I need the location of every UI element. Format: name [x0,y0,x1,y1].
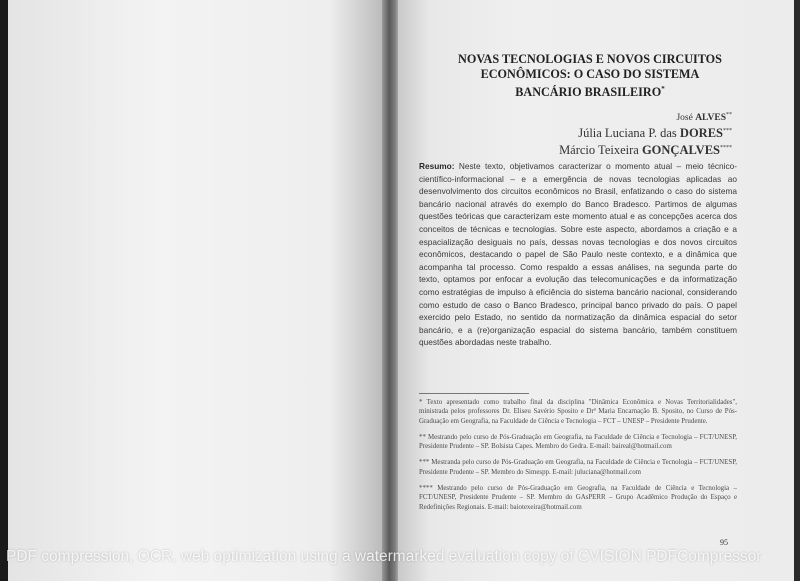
title-line-3 [420,82,760,100]
author-3-mark: **** [720,145,732,152]
author-1-surname: ALVES [695,113,726,124]
author-3 [480,141,732,158]
author-list [480,109,732,158]
footnote-1: * Texto apresentado como trabalho final da disciplina "Dinâmica Econômica e Novas Territorialidades", ministrada pelos professores Dr. Eliseu Savério Sposito e Drª Maria Encarnação B. Sposito, no Curso de Pós-Graduação em Geografia, na Faculdade de Ciência e Tecnologia – FCT – UNESP – Presidente Prudente. [419,399,737,425]
abstract-text: Neste texto, objetivamos caracterizar o momento atual – meio técnico-científico-informacional – e a emergência de novas tecnologias aplicadas ao desenvolvimento dos circuitos econômicos no Brasil, enfatizando o caso do sistema bancário nacional através do exemplo do Banco Bradesco. Partimos de algumas questões teóricas que caracterizam este momento atual e as concepções acerca dos conceitos de técnicas e tecnologias. Sobre este aspecto, abordamos a criação e a espacialização desiguais no país, dessas novas tecnologias e dos novos circuitos econômicos, destacando o papel de São Paulo neste contexto, e a dinâmica que acompanha tal processo. Como respaldo a essas análises, na segunda parte do texto, optamos por enfocar a evolução das telecomunicações e da informatização como estratégias de impulso à eficiência do sistema bancário nacional, considerando como estudo de caso o Banco Bradesco, principal banco privado do país. O papel exercido pelo Estado, no sentido da normatização da dinâmica espacial do setor bancário, e a (re)organização espacial do sistema bancário, também constituem questões abordadas neste trabalho. [419,161,738,348]
author-1 [480,109,732,124]
author-2-given: Júlia Luciana P. das [578,126,680,141]
footnote-4: **** Mestrando pelo curso de Pós-Graduação em Geografia, na Faculdade de Ciência e Tecnologia – FCT/UNESP, Presidente Prudente – SP. Membro do GAsPERR – Grupo Acadêmico Produção do Espaço e Redefinições Regionais. E-mail: baiotexeira@hotmail.com [419,485,737,511]
abstract-label: Resumo: [419,161,455,171]
watermark-banner: PDF compression, OCR, web optimization using a watermarked evaluation copy of CVISION PDFCompressor [6,548,762,565]
footnotes [419,398,737,519]
title-line-2: ECONÔMICOS: O CASO DO SISTEMA [480,67,700,81]
author-1-given: José [676,113,696,124]
author-2 [480,124,732,141]
title-line-3-text: BANCÁRIO BRASILEIRO [515,85,662,100]
footnote-divider [419,393,529,394]
abstract [419,160,737,349]
title-line-1: NOVAS TECNOLOGIAS E NOVOS CIRCUITOS [458,52,722,66]
article-title [420,52,760,100]
author-3-given: Márcio Teixeira [559,143,642,158]
footnote-2: ** Mestrando pelo curso de Pós-Graduação em Geografia, na Faculdade de Ciência e Tecnologia – FCT/UNESP, Presidente Prudente – SP. Bolsista Capes. Membro do Gedra. E-mail: baireal@hotmail.com [419,433,737,451]
author-1-mark: ** [726,112,732,118]
author-2-surname: DORES [679,126,723,141]
author-3-surname: GONÇALVES [641,143,720,158]
title-footnote-mark: * [661,85,665,93]
page-number: 95 [720,538,728,547]
footnote-3: *** Mestranda pelo curso de Pós-Graduação em Geografia, na Faculdade de Ciência e Tecnologia – FCT/UNESP, Presidente Prudente – SP. Membro do Simespp. E-mail: juluciana@hotmail.com [419,459,737,476]
author-2-mark: *** [723,128,732,135]
